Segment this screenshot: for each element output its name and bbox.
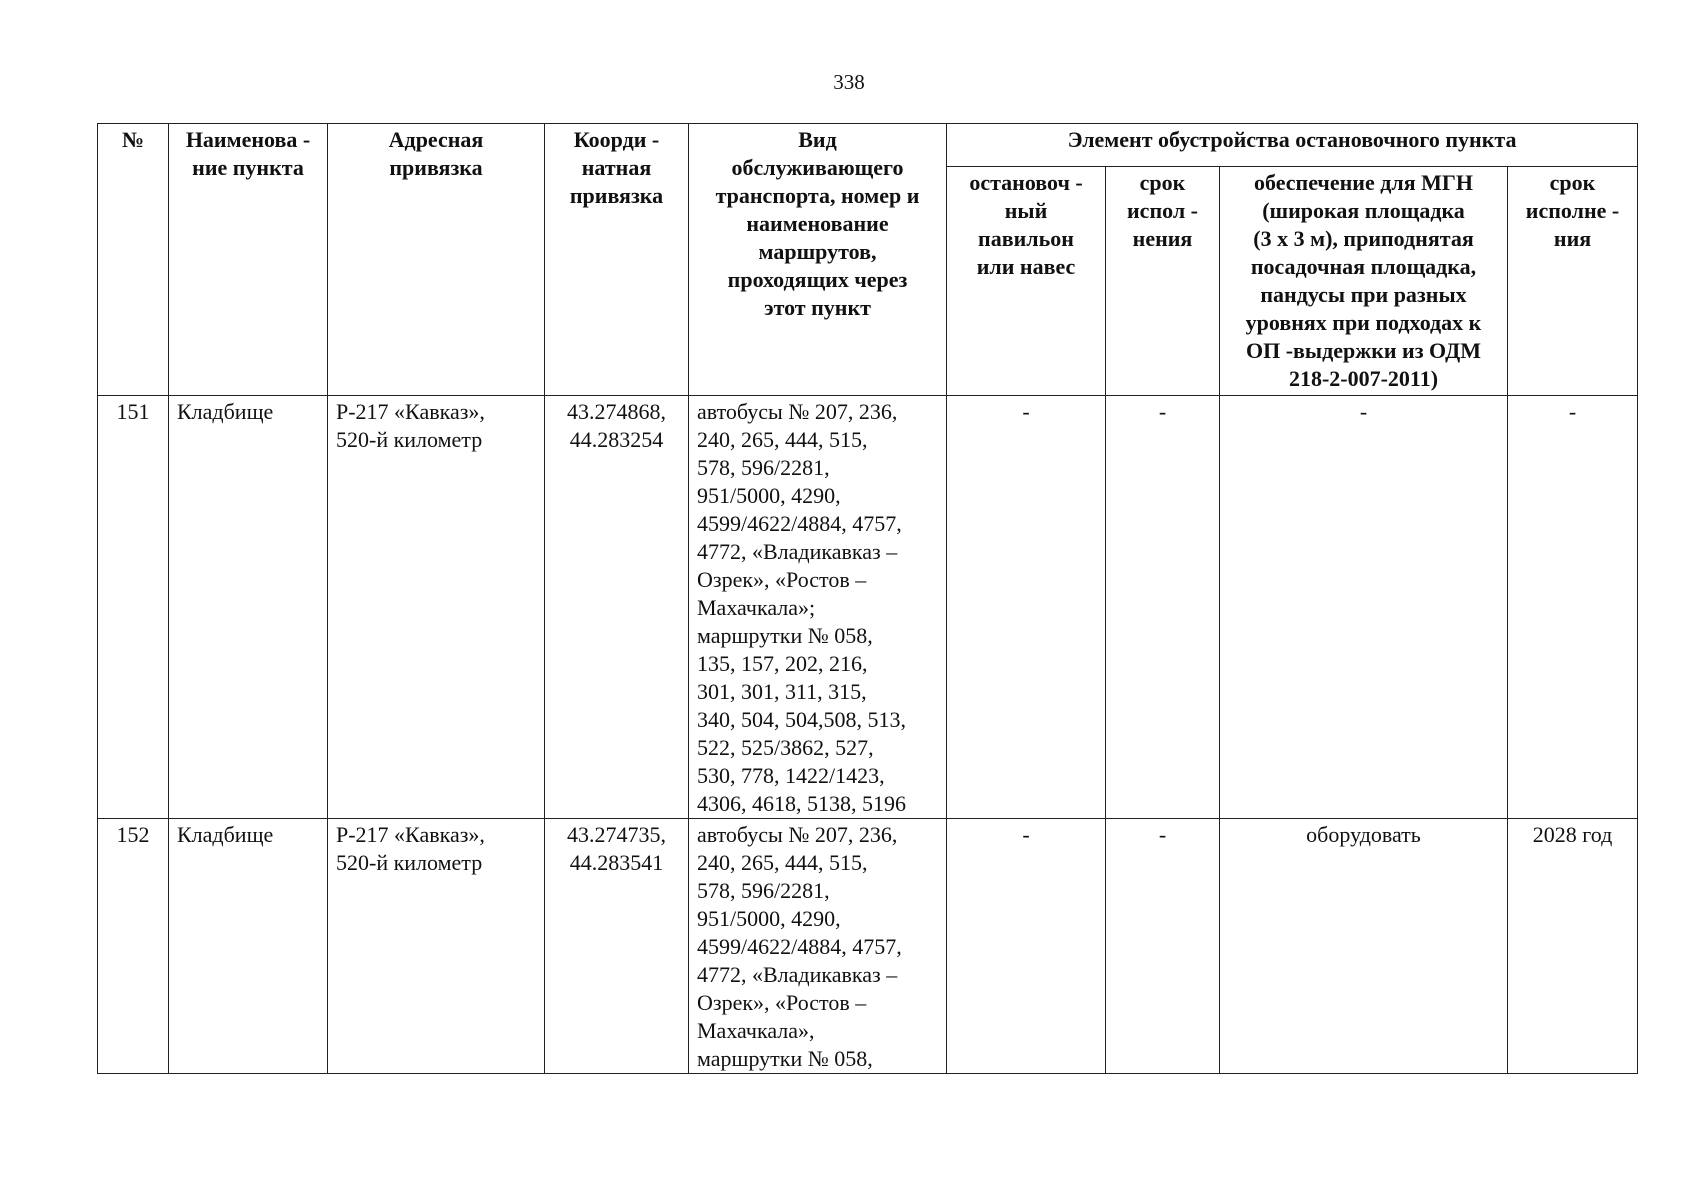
cell-coordinates: 43.274868, 44.283254 bbox=[545, 396, 689, 819]
cell-stop-name: Кладбище bbox=[169, 819, 328, 1074]
cell-transport-routes: автобусы № 207, 236, 240, 265, 444, 515, 578, 596/2281, 951/5000, 4290, 4599/4622/4884, 4757, 4772, «Владикавказ – Озрек», «Ростов – Махачкала»; маршрутки № 058, 135, 157, 202, 216, 301, 301, 311, 315, 340, 504, 504,508, 513, 522, 525/3862, 527, 530, 778, 1422/1423, 4306, 4618, 5138, 5196 bbox=[689, 396, 947, 819]
header-mgn-deadline: срок исполне - ния bbox=[1508, 167, 1638, 396]
header-transport-routes: Вид обслуживающего транспорта, номер и наименование маршрутов, проходящих через этот пункт bbox=[689, 124, 947, 396]
bus-stops-table bbox=[97, 123, 1638, 1074]
header-pavilion-deadline: срок испол - нения bbox=[1106, 167, 1220, 396]
cell-mgn-provision: - bbox=[1220, 396, 1508, 819]
header-stop-equipment-group: Элемент обустройства остановочного пункта bbox=[947, 124, 1638, 167]
cell-stop-name: Кладбище bbox=[169, 396, 328, 819]
cell-mgn-deadline: 2028 год bbox=[1508, 819, 1638, 1074]
cell-pavilion: - bbox=[947, 819, 1106, 1074]
cell-mgn-deadline: - bbox=[1508, 396, 1638, 819]
cell-pavilion-deadline: - bbox=[1106, 819, 1220, 1074]
header-address: Адресная привязка bbox=[328, 124, 545, 396]
table-row bbox=[98, 819, 1638, 1074]
cell-number: 151 bbox=[98, 396, 169, 819]
cell-address: Р-217 «Кавказ», 520-й километр bbox=[328, 819, 545, 1074]
cell-transport-routes: автобусы № 207, 236, 240, 265, 444, 515, 578, 596/2281, 951/5000, 4290, 4599/4622/4884, 4757, 4772, «Владикавказ – Озрек», «Ростов – Махачкала», маршрутки № 058, bbox=[689, 819, 947, 1074]
cell-pavilion-deadline: - bbox=[1106, 396, 1220, 819]
header-pavilion: остановоч - ный павильон или навес bbox=[947, 167, 1106, 396]
cell-pavilion: - bbox=[947, 396, 1106, 819]
header-number: № bbox=[98, 124, 169, 396]
table-header-row bbox=[98, 124, 1638, 167]
table-row bbox=[98, 396, 1638, 819]
cell-mgn-provision: оборудовать bbox=[1220, 819, 1508, 1074]
header-mgn-provision: обеспечение для МГН (широкая площадка (3 х 3 м), приподнятая посадочная площадка, пандусы при разных уровнях при подходах к ОП -выдержки из ОДМ 218-2-007-2011) bbox=[1220, 167, 1508, 396]
header-coordinates: Коорди - натная привязка bbox=[545, 124, 689, 396]
header-stop-name: Наименова - ние пункта bbox=[169, 124, 328, 396]
cell-number: 152 bbox=[98, 819, 169, 1074]
cell-coordinates: 43.274735, 44.283541 bbox=[545, 819, 689, 1074]
cell-address: Р-217 «Кавказ», 520-й километр bbox=[328, 396, 545, 819]
page-number: 338 bbox=[833, 70, 865, 94]
